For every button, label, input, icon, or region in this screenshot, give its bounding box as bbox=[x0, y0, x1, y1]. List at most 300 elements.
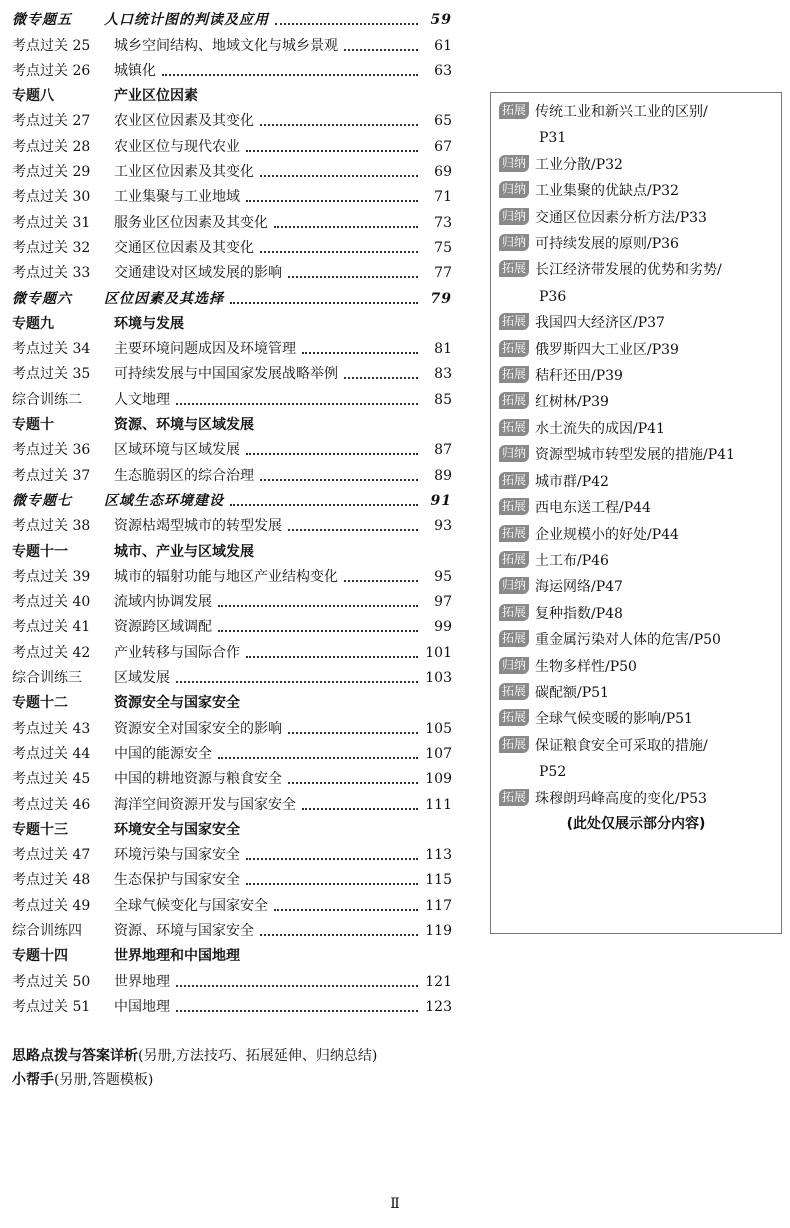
supplement-line-helper bbox=[12, 1068, 452, 1092]
toc-label bbox=[12, 138, 240, 156]
toc-label bbox=[12, 998, 170, 1016]
toc-code: 专题八 bbox=[12, 88, 54, 105]
toc-title: 区域发展 bbox=[114, 670, 170, 687]
toc-entry bbox=[12, 586, 452, 611]
toc-code: 综合训练三 bbox=[12, 670, 82, 687]
answers-desc: (另册,方法技巧、拓展延伸、归纳总结) bbox=[138, 1048, 378, 1064]
category-badge: 拓展 bbox=[499, 340, 529, 357]
toc-label bbox=[12, 163, 254, 181]
toc-page-number: 97 bbox=[434, 594, 452, 611]
sidebar-item-text: 全球气候变暖的影响/P51 bbox=[535, 711, 693, 728]
toc-code: 专题十 bbox=[12, 417, 54, 434]
toc-title: 区位因素及其选择 bbox=[104, 290, 224, 307]
category-badge: 拓展 bbox=[499, 789, 529, 806]
toc-page-number: 73 bbox=[434, 214, 452, 231]
supplement-notes bbox=[12, 1044, 452, 1092]
toc-title: 工业集聚与工业地域 bbox=[114, 189, 240, 206]
toc-page-number: 83 bbox=[434, 366, 452, 383]
toc-code: 考点过关 26 bbox=[12, 62, 91, 79]
toc-title: 交通区位因素及其变化 bbox=[114, 239, 254, 256]
sidebar-item bbox=[499, 548, 773, 574]
toc-page-number: 63 bbox=[434, 62, 452, 79]
sidebar-item-text: 生物多样性/P50 bbox=[535, 658, 637, 675]
toc-title: 环境与发展 bbox=[114, 315, 184, 332]
answers-title: 思路点拨与答案详析 bbox=[12, 1048, 138, 1064]
toc-title: 城市、产业与区域发展 bbox=[114, 543, 254, 560]
toc-title: 资源、环境与国家安全 bbox=[114, 922, 254, 939]
toc-title: 可持续发展与中国国家发展战略举例 bbox=[114, 366, 338, 383]
category-badge: 归纳 bbox=[499, 445, 529, 462]
sidebar-item-text: 碳配额/P51 bbox=[535, 684, 609, 701]
toc-code: 考点过关 33 bbox=[12, 265, 91, 282]
sidebar-item bbox=[499, 706, 773, 732]
toc-code: 考点过关 25 bbox=[12, 37, 91, 54]
leader-dots bbox=[246, 150, 418, 152]
toc-title: 中国的能源安全 bbox=[114, 745, 212, 762]
sidebar-item bbox=[499, 627, 773, 653]
toc-code: 专题十一 bbox=[12, 543, 68, 560]
toc-page-number: 119 bbox=[425, 922, 452, 939]
toc-label bbox=[12, 11, 269, 29]
toc-entry bbox=[12, 561, 452, 586]
leader-dots bbox=[288, 782, 418, 784]
sidebar-item bbox=[499, 601, 773, 627]
toc-label bbox=[12, 593, 212, 611]
toc-entry bbox=[12, 636, 452, 661]
toc-page-number: 113 bbox=[425, 847, 452, 864]
sidebar-item bbox=[499, 654, 773, 680]
leader-dots bbox=[275, 23, 418, 25]
leader-dots bbox=[274, 909, 418, 911]
category-badge: 归纳 bbox=[499, 208, 529, 225]
leader-dots bbox=[288, 276, 418, 278]
toc-code: 考点过关 32 bbox=[12, 239, 91, 256]
sidebar-item-text: 土工布/P46 bbox=[535, 552, 609, 569]
sidebar-item-text: 复种指数/P48 bbox=[535, 605, 623, 622]
toc-page-number: 95 bbox=[434, 568, 452, 585]
toc-label bbox=[12, 973, 170, 991]
toc-section-heading bbox=[12, 308, 452, 333]
toc-page-number: 91 bbox=[430, 492, 452, 509]
toc-title: 资源安全与国家安全 bbox=[114, 695, 240, 712]
toc-code: 考点过关 44 bbox=[12, 745, 91, 762]
toc-page-number: 117 bbox=[425, 897, 452, 914]
leader-dots bbox=[260, 934, 418, 936]
leader-dots bbox=[260, 251, 418, 253]
toc-label bbox=[12, 290, 224, 308]
toc-code: 考点过关 46 bbox=[12, 796, 91, 813]
category-badge: 归纳 bbox=[499, 234, 529, 251]
leader-dots bbox=[176, 681, 418, 683]
sidebar-item bbox=[499, 680, 773, 706]
sidebar-note: (此处仅展示部分内容) bbox=[566, 815, 706, 832]
toc-entry bbox=[12, 55, 452, 80]
toc-title: 产业转移与国际合作 bbox=[114, 644, 240, 661]
category-badge: 拓展 bbox=[499, 551, 529, 568]
toc-page-number: 123 bbox=[425, 998, 452, 1015]
toc-code: 考点过关 35 bbox=[12, 366, 91, 383]
toc-entry bbox=[12, 712, 452, 737]
toc-code: 微专题六 bbox=[12, 290, 72, 307]
toc-page-number: 87 bbox=[434, 442, 452, 459]
leader-dots bbox=[230, 504, 418, 506]
category-badge: 拓展 bbox=[499, 366, 529, 383]
toc-entry bbox=[12, 662, 452, 687]
toc-section-heading bbox=[12, 687, 452, 712]
toc-title: 城镇化 bbox=[114, 62, 156, 79]
sidebar-item bbox=[499, 152, 773, 178]
toc-code: 考点过关 48 bbox=[12, 872, 91, 889]
toc-entry bbox=[12, 232, 452, 257]
toc-title: 区域环境与区域发展 bbox=[114, 442, 240, 459]
sidebar-item bbox=[499, 442, 773, 468]
category-badge: 拓展 bbox=[499, 260, 529, 277]
sidebar-item bbox=[499, 416, 773, 442]
toc-entry bbox=[12, 105, 452, 130]
toc-page-number: 115 bbox=[425, 872, 452, 889]
sidebar-item bbox=[499, 574, 773, 600]
toc-entry bbox=[12, 839, 452, 864]
toc-title: 工业区位因素及其变化 bbox=[114, 164, 254, 181]
toc-title: 世界地理 bbox=[114, 973, 170, 990]
category-badge: 拓展 bbox=[499, 604, 529, 621]
leader-dots bbox=[230, 302, 418, 304]
toc-page-number: 109 bbox=[425, 771, 452, 788]
toc-page-number: 111 bbox=[425, 796, 452, 813]
sidebar-item bbox=[499, 495, 773, 521]
toc-entry bbox=[12, 864, 452, 889]
toc-label bbox=[12, 796, 296, 814]
toc-entry bbox=[12, 333, 452, 358]
toc-page-number: 59 bbox=[430, 12, 452, 29]
toc-label bbox=[12, 543, 254, 561]
toc-section-heading bbox=[12, 814, 452, 839]
page-number: Ⅱ bbox=[390, 1196, 400, 1212]
category-badge: 归纳 bbox=[499, 657, 529, 674]
category-badge: 拓展 bbox=[499, 709, 529, 726]
toc-label bbox=[12, 416, 254, 434]
toc-micro-topic bbox=[12, 4, 452, 29]
toc-label bbox=[12, 340, 296, 358]
sidebar-item bbox=[499, 257, 773, 310]
toc-entry bbox=[12, 358, 452, 383]
leader-dots bbox=[302, 808, 418, 810]
toc-label bbox=[12, 618, 212, 636]
toc-page-number: 81 bbox=[434, 341, 452, 358]
leader-dots bbox=[246, 858, 418, 860]
toc-code: 考点过关 47 bbox=[12, 847, 91, 864]
toc-code: 考点过关 43 bbox=[12, 720, 91, 737]
category-badge: 拓展 bbox=[499, 419, 529, 436]
toc-label bbox=[12, 87, 198, 105]
toc-code: 考点过关 51 bbox=[12, 998, 91, 1015]
leader-dots bbox=[344, 377, 418, 379]
toc-page-number: 79 bbox=[430, 290, 452, 307]
sidebar-item bbox=[499, 469, 773, 495]
sidebar-item bbox=[499, 522, 773, 548]
sidebar-item-text: 企业规模小的好处/P44 bbox=[535, 526, 679, 543]
toc-code: 考点过关 38 bbox=[12, 518, 91, 535]
toc-title: 生态保护与国家安全 bbox=[114, 872, 240, 889]
toc-label bbox=[12, 770, 282, 788]
toc-label bbox=[12, 720, 282, 738]
sidebar-item bbox=[499, 178, 773, 204]
toc-title: 交通建设对区域发展的影响 bbox=[114, 265, 282, 282]
toc-micro-topic bbox=[12, 485, 452, 510]
toc-label bbox=[12, 897, 268, 915]
toc-title: 中国地理 bbox=[114, 998, 170, 1015]
category-badge: 拓展 bbox=[499, 313, 529, 330]
sidebar-item bbox=[499, 99, 773, 152]
toc-page-number: 105 bbox=[425, 720, 452, 737]
toc-label bbox=[12, 517, 282, 535]
toc-micro-topic bbox=[12, 282, 452, 307]
toc-title: 人口统计图的判读及应用 bbox=[104, 12, 269, 29]
sidebar-item-page: P36 bbox=[539, 288, 567, 305]
toc-title: 产业区位因素 bbox=[114, 88, 198, 105]
toc-title: 区域生态环境建设 bbox=[104, 492, 224, 509]
sidebar-item-text: 传统工业和新兴工业的区别/ bbox=[535, 104, 708, 120]
toc-code: 专题十三 bbox=[12, 821, 68, 838]
toc-title: 生态脆弱区的综合治理 bbox=[114, 467, 254, 484]
sidebar-list bbox=[499, 99, 773, 812]
toc-label bbox=[12, 239, 254, 257]
toc-code: 考点过关 49 bbox=[12, 897, 91, 914]
category-badge: 拓展 bbox=[499, 102, 529, 119]
toc-code: 考点过关 39 bbox=[12, 568, 91, 585]
toc-label bbox=[12, 315, 184, 333]
toc-page-number: 77 bbox=[434, 265, 452, 282]
toc-label bbox=[12, 391, 170, 409]
toc-code: 考点过关 37 bbox=[12, 467, 91, 484]
toc-code: 专题十四 bbox=[12, 948, 68, 965]
toc-entry bbox=[12, 965, 452, 990]
toc-label bbox=[12, 441, 240, 459]
leader-dots bbox=[176, 1010, 418, 1012]
toc-code: 考点过关 41 bbox=[12, 619, 91, 636]
toc-entry bbox=[12, 788, 452, 813]
helper-desc: (另册,答题模板) bbox=[54, 1072, 154, 1088]
helper-title: 小帮手 bbox=[12, 1072, 54, 1088]
leader-dots bbox=[302, 352, 418, 354]
category-badge: 拓展 bbox=[499, 630, 529, 647]
toc-label bbox=[12, 846, 240, 864]
toc-title: 资源枯竭型城市的转型发展 bbox=[114, 518, 282, 535]
toc-label bbox=[12, 492, 224, 510]
toc-page-number: 65 bbox=[434, 113, 452, 130]
leader-dots bbox=[218, 630, 418, 632]
leader-dots bbox=[260, 479, 418, 481]
leader-dots bbox=[260, 175, 418, 177]
category-badge: 归纳 bbox=[499, 577, 529, 594]
category-badge: 拓展 bbox=[499, 472, 529, 489]
toc-section-heading bbox=[12, 940, 452, 965]
sidebar-item-text: 珠穆朗玛峰高度的变化/P53 bbox=[535, 790, 707, 807]
toc-page-number: 75 bbox=[434, 239, 452, 256]
category-badge: 拓展 bbox=[499, 498, 529, 515]
toc-title: 主要环境问题成因及环境管理 bbox=[114, 341, 296, 358]
sidebar-item-text: 红树林/P39 bbox=[535, 394, 609, 411]
toc-page-number: 69 bbox=[434, 164, 452, 181]
toc-entry bbox=[12, 130, 452, 155]
supplement-line-answers bbox=[12, 1044, 452, 1068]
toc-label bbox=[12, 821, 240, 839]
leader-dots bbox=[260, 124, 418, 126]
sidebar-item-page: P52 bbox=[539, 764, 567, 781]
toc-title: 世界地理和中国地理 bbox=[114, 948, 240, 965]
toc-entry bbox=[12, 738, 452, 763]
leader-dots bbox=[218, 605, 418, 607]
sidebar-item-text: 西电东送工程/P44 bbox=[535, 500, 651, 517]
leader-dots bbox=[288, 732, 418, 734]
toc-page-number: 103 bbox=[425, 670, 452, 687]
sidebar-item-text: 工业集聚的优缺点/P32 bbox=[535, 183, 679, 200]
toc-page-number: 101 bbox=[425, 644, 452, 661]
sidebar-item-text: 资源型城市转型发展的措施/P41 bbox=[535, 447, 735, 464]
toc-section-heading bbox=[12, 535, 452, 560]
toc-title: 资源跨区域调配 bbox=[114, 619, 212, 636]
toc-entry bbox=[12, 257, 452, 282]
sidebar-item-text: 工业分散/P32 bbox=[535, 156, 623, 173]
toc-title: 城乡空间结构、地域文化与城乡景观 bbox=[114, 37, 338, 54]
sidebar-item-text: 长江经济带发展的优势和劣势/ bbox=[535, 262, 722, 279]
toc-entry bbox=[12, 459, 452, 484]
toc-code: 考点过关 29 bbox=[12, 164, 91, 181]
sidebar-item-text: 重金属污染对人体的危害/P50 bbox=[535, 632, 721, 649]
toc-title: 环境污染与国家安全 bbox=[114, 847, 240, 864]
sidebar-item-page: P31 bbox=[539, 130, 567, 147]
sidebar-item-text: 我国四大经济区/P37 bbox=[535, 315, 665, 332]
toc-code: 考点过关 34 bbox=[12, 341, 91, 358]
toc-label bbox=[12, 694, 240, 712]
category-badge: 拓展 bbox=[499, 392, 529, 409]
toc-label bbox=[12, 365, 338, 383]
toc-page-number: 121 bbox=[425, 973, 452, 990]
toc-section-heading bbox=[12, 80, 452, 105]
leader-dots bbox=[344, 49, 418, 51]
leader-dots bbox=[162, 74, 418, 76]
sidebar-item bbox=[499, 786, 773, 812]
category-badge: 归纳 bbox=[499, 181, 529, 198]
toc-label bbox=[12, 112, 254, 130]
toc-label bbox=[12, 214, 268, 232]
toc-code: 微专题七 bbox=[12, 492, 72, 509]
sidebar-item bbox=[499, 231, 773, 257]
sidebar-item-text: 保证粮食安全可采取的措施/ bbox=[535, 737, 708, 754]
toc-page-number: 61 bbox=[434, 37, 452, 54]
toc-code: 考点过关 27 bbox=[12, 113, 91, 130]
toc-entry bbox=[12, 991, 452, 1016]
toc-code: 微专题五 bbox=[12, 12, 72, 29]
toc-code: 考点过关 40 bbox=[12, 594, 91, 611]
toc-title: 农业区位因素及其变化 bbox=[114, 113, 254, 130]
toc-page-number: 89 bbox=[434, 467, 452, 484]
toc-title: 服务业区位因素及其变化 bbox=[114, 214, 268, 231]
toc-label bbox=[12, 568, 338, 586]
toc-entry bbox=[12, 889, 452, 914]
sidebar-item bbox=[499, 205, 773, 231]
toc-entry bbox=[12, 181, 452, 206]
sidebar-item bbox=[499, 363, 773, 389]
leader-dots bbox=[246, 883, 418, 885]
toc-label bbox=[12, 37, 338, 55]
sidebar-item bbox=[499, 310, 773, 336]
toc-page-number: 99 bbox=[434, 619, 452, 636]
toc-title: 资源安全对国家安全的影响 bbox=[114, 720, 282, 737]
table-of-contents bbox=[12, 4, 452, 1016]
sidebar-item bbox=[499, 389, 773, 415]
toc-label bbox=[12, 871, 240, 889]
leader-dots bbox=[246, 200, 418, 202]
toc-page-number: 93 bbox=[434, 518, 452, 535]
sidebar-box bbox=[490, 92, 782, 934]
toc-code: 考点过关 36 bbox=[12, 442, 91, 459]
toc-entry bbox=[12, 29, 452, 54]
toc-label bbox=[12, 467, 254, 485]
leader-dots bbox=[218, 757, 418, 759]
category-badge: 拓展 bbox=[499, 683, 529, 700]
toc-label bbox=[12, 188, 240, 206]
toc-label bbox=[12, 922, 254, 940]
category-badge: 归纳 bbox=[499, 155, 529, 172]
toc-title: 海洋空间资源开发与国家安全 bbox=[114, 796, 296, 813]
toc-entry bbox=[12, 915, 452, 940]
toc-entry bbox=[12, 383, 452, 408]
toc-title: 人文地理 bbox=[114, 391, 170, 408]
toc-title: 中国的耕地资源与粮食安全 bbox=[114, 771, 282, 788]
toc-code: 考点过关 42 bbox=[12, 644, 91, 661]
toc-title: 流域内协调发展 bbox=[114, 594, 212, 611]
sidebar-item bbox=[499, 337, 773, 363]
sidebar-item-text: 俄罗斯四大工业区/P39 bbox=[535, 341, 679, 358]
toc-code: 综合训练二 bbox=[12, 391, 82, 408]
sidebar-item-text: 可持续发展的原则/P36 bbox=[535, 236, 679, 253]
sidebar-item-text: 秸秆还田/P39 bbox=[535, 368, 623, 385]
toc-title: 城市的辐射功能与地区产业结构变化 bbox=[114, 568, 338, 585]
category-badge: 拓展 bbox=[499, 736, 529, 753]
toc-code: 考点过关 50 bbox=[12, 973, 91, 990]
leader-dots bbox=[246, 453, 418, 455]
sidebar-item-text: 海运网络/P47 bbox=[535, 579, 623, 596]
toc-entry bbox=[12, 510, 452, 535]
toc-code: 考点过关 30 bbox=[12, 189, 91, 206]
toc-entry bbox=[12, 434, 452, 459]
toc-label bbox=[12, 669, 170, 687]
leader-dots bbox=[176, 985, 418, 987]
leader-dots bbox=[344, 580, 418, 582]
sidebar-item-text: 交通区位因素分析方法/P33 bbox=[535, 209, 707, 226]
toc-code: 专题九 bbox=[12, 315, 54, 332]
toc-title: 资源、环境与区域发展 bbox=[114, 417, 254, 434]
toc-entry bbox=[12, 611, 452, 636]
sidebar-item-text: 水土流失的成因/P41 bbox=[535, 420, 665, 437]
toc-page-number: 71 bbox=[434, 189, 452, 206]
toc-section-heading bbox=[12, 409, 452, 434]
leader-dots bbox=[246, 656, 418, 658]
leader-dots bbox=[176, 403, 418, 405]
leader-dots bbox=[288, 529, 418, 531]
category-badge: 拓展 bbox=[499, 525, 529, 542]
sidebar-item-text: 城市群/P42 bbox=[535, 473, 609, 490]
toc-code: 考点过关 28 bbox=[12, 138, 91, 155]
toc-page-number: 107 bbox=[425, 745, 452, 762]
toc-label bbox=[12, 947, 240, 965]
toc-code: 综合训练四 bbox=[12, 922, 82, 939]
toc-label bbox=[12, 264, 282, 282]
toc-code: 专题十二 bbox=[12, 695, 68, 712]
toc-code: 考点过关 31 bbox=[12, 214, 91, 231]
toc-entry bbox=[12, 763, 452, 788]
